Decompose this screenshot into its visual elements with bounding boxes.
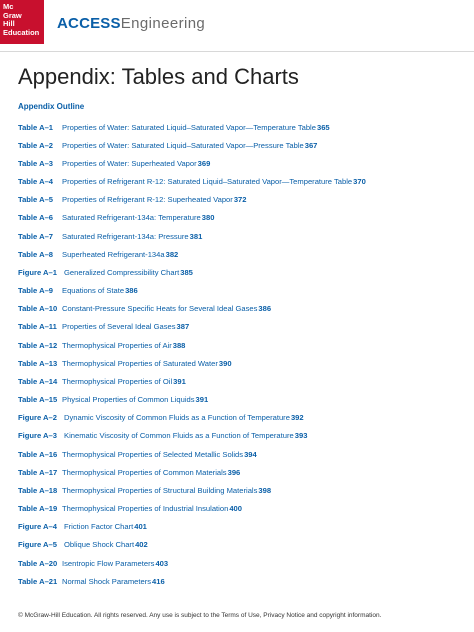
outline-entry[interactable] [18, 158, 211, 169]
entry-title-wrap[interactable] [62, 250, 178, 260]
entry-title-wrap[interactable] [64, 431, 307, 441]
entry-label[interactable]: Table A–4 [18, 177, 54, 186]
entry-title-wrap[interactable] [62, 141, 317, 151]
entry-title[interactable]: Properties of Water: Superheated Vapor [62, 158, 197, 168]
entry-label[interactable]: Table A–17 [18, 467, 58, 477]
outline-entry[interactable] [18, 340, 186, 351]
entry-page-number[interactable]: 386 [258, 304, 272, 314]
entry-title-wrap[interactable] [62, 468, 240, 478]
entry-title-wrap[interactable] [62, 177, 366, 187]
entry-label[interactable]: Table A–12 [18, 340, 58, 350]
entry-label[interactable]: Table A–6 [18, 213, 54, 223]
entry-title[interactable]: Properties of Several Ideal Gases [62, 322, 176, 332]
entry-title-wrap[interactable] [64, 413, 304, 423]
entry-label[interactable]: Table A–15 [18, 395, 58, 405]
entry-page-number[interactable]: 390 [218, 358, 232, 368]
entry-page-number[interactable]: 402 [135, 540, 148, 550]
entry-title-wrap[interactable] [62, 395, 208, 405]
entry-page-number[interactable]: 381 [189, 231, 203, 241]
entry-title[interactable]: Kinematic Viscosity of Common Fluids as a Function of Temperature [64, 431, 294, 441]
entry-title-wrap[interactable] [62, 504, 242, 514]
header-divider [0, 51, 474, 52]
entry-title[interactable]: Properties of Water: Saturated Liquid–Saturated Vapor—Pressure Table [62, 140, 304, 150]
entry-title[interactable]: Normal Shock Parameters [62, 576, 152, 586]
entry-title-wrap[interactable] [62, 213, 214, 223]
entry-label[interactable]: Figure A–5 [18, 540, 57, 550]
entry-title-wrap[interactable] [62, 559, 168, 569]
entry-label[interactable]: Figure A–2 [18, 413, 57, 423]
outline-entry[interactable] [18, 213, 215, 223]
entry-title[interactable]: Saturated Refrigerant-134a: Temperature [62, 213, 201, 223]
entry-label[interactable]: Table A–14 [18, 376, 58, 386]
entry-title-wrap[interactable] [62, 577, 165, 587]
entry-page-number[interactable]: 382 [165, 249, 179, 259]
entry-title[interactable]: Superheated Refrigerant-134a [62, 249, 165, 259]
outline-entry[interactable] [18, 177, 366, 187]
logo-line: Education [3, 27, 40, 37]
entry-title-wrap[interactable] [64, 540, 148, 550]
entry-title-wrap[interactable] [62, 195, 247, 205]
entry-label[interactable]: Table A–10 [18, 304, 58, 314]
entry-label[interactable]: Table A–7 [18, 231, 54, 241]
entry-title[interactable]: Properties of Refrigerant R-12: Saturated Liquid–Saturated Vapor—Temperature Table [62, 177, 353, 186]
outline-entry[interactable] [18, 449, 257, 460]
entry-title[interactable]: Generalized Compressibility Chart [64, 267, 180, 277]
entry-title[interactable]: Oblique Shock Chart [64, 540, 135, 550]
entry-page-number[interactable]: 391 [173, 376, 186, 386]
outline-entry[interactable] [18, 231, 203, 242]
outline-entry[interactable] [18, 249, 179, 260]
entry-page-number[interactable]: 386 [125, 286, 138, 296]
outline-entry[interactable] [18, 267, 193, 278]
outline-entry[interactable] [18, 558, 169, 569]
logo-line: Hill [3, 19, 15, 29]
outline-entry[interactable] [18, 358, 232, 369]
entry-title-wrap[interactable] [62, 486, 271, 496]
entry-page-number[interactable]: 400 [229, 504, 242, 514]
entry-label[interactable]: Table A–2 [18, 140, 54, 150]
entry-page-number[interactable]: 367 [304, 140, 318, 150]
entry-page-number[interactable]: 369 [197, 158, 211, 168]
entry-page-number[interactable]: 391 [195, 395, 209, 405]
entry-title[interactable]: Isentropic Flow Parameters [62, 558, 155, 568]
entry-title-wrap[interactable] [62, 341, 185, 351]
entry-title-wrap[interactable] [64, 268, 193, 278]
entry-page-number[interactable]: 365 [316, 122, 330, 132]
outline-entry[interactable] [18, 376, 186, 387]
outline-entry[interactable] [18, 195, 247, 205]
outline-entry[interactable] [18, 322, 190, 332]
entry-title[interactable]: Saturated Refrigerant-134a: Pressure [62, 231, 189, 241]
entry-page-number[interactable]: 396 [227, 467, 241, 477]
entry-title[interactable]: Thermophysical Properties of Structural Building Materials [62, 485, 258, 495]
outline-entry[interactable] [18, 286, 138, 296]
entry-label[interactable]: Table A–13 [18, 358, 58, 368]
entry-title[interactable]: Equations of State [62, 286, 125, 296]
entry-page-number[interactable]: 401 [134, 522, 147, 532]
footer-copyright: © McGraw-Hill Education. All rights reserved. Any use is subject to the Terms of Use, Privacy Notice and copyright information. [18, 612, 382, 619]
entry-title[interactable]: Thermophysical Properties of Air [62, 340, 172, 350]
outline-entry[interactable] [18, 576, 165, 587]
page-title: Appendix: Tables and Charts [18, 64, 299, 89]
outline-entry[interactable] [18, 522, 147, 532]
entry-title-wrap[interactable] [62, 322, 189, 332]
outline-heading: Appendix Outline [18, 102, 85, 111]
entry-page-number[interactable]: 398 [258, 485, 272, 495]
entry-label[interactable]: Table A–9 [18, 286, 54, 296]
entry-title[interactable]: Dynamic Viscosity of Common Fluids as a Function of Temperature [64, 413, 290, 423]
entry-title[interactable]: Thermophysical Properties of Selected Metallic Solids [62, 449, 244, 459]
entry-page-number[interactable]: 416 [152, 576, 165, 586]
entry-page-number[interactable]: 370 [353, 177, 366, 186]
outline-entry[interactable] [18, 304, 272, 314]
entry-page-number[interactable]: 388 [172, 340, 186, 350]
entry-label[interactable]: Figure A–1 [18, 267, 57, 277]
outline-entry[interactable] [18, 467, 241, 478]
entry-page-number[interactable]: 385 [180, 267, 193, 277]
entry-page-number[interactable]: 392 [290, 413, 304, 423]
outline-entry[interactable] [18, 431, 308, 441]
entry-title[interactable]: Thermophysical Properties of Saturated Water [62, 358, 218, 368]
entry-label[interactable]: Table A–8 [18, 249, 54, 259]
entry-title[interactable]: Thermophysical Properties of Oil [62, 376, 173, 386]
entry-title-wrap[interactable] [62, 232, 202, 242]
entry-title-wrap[interactable] [62, 286, 138, 296]
entry-label[interactable]: Table A–18 [18, 485, 58, 495]
brand-bold: ACCESS [57, 15, 121, 32]
access-engineering-brand[interactable] [57, 15, 205, 32]
outline-entry[interactable] [18, 395, 209, 405]
entry-title-wrap[interactable] [62, 159, 210, 169]
entry-label[interactable]: Table A–20 [18, 558, 58, 568]
entry-label[interactable]: Figure A–3 [18, 431, 57, 441]
entry-title-wrap[interactable] [62, 123, 330, 133]
entry-title[interactable]: Friction Factor Chart [64, 522, 134, 532]
entry-label[interactable]: Table A–21 [18, 576, 58, 586]
entry-title[interactable]: Constant-Pressure Specific Heats for Several Ideal Gases [62, 304, 258, 314]
entry-title[interactable]: Thermophysical Properties of Industrial Insulation [62, 504, 229, 514]
logo-line: Mc [3, 2, 14, 11]
entry-title[interactable]: Thermophysical Properties of Common Materials [62, 467, 227, 477]
entry-title[interactable]: Properties of Water: Saturated Liquid–Saturated Vapor—Temperature Table [62, 122, 316, 132]
entry-title-wrap[interactable] [62, 359, 232, 369]
outline-entry[interactable] [18, 122, 330, 133]
entry-title[interactable]: Properties of Refrigerant R-12: Superheated Vapor [62, 195, 233, 205]
entry-page-number[interactable]: 403 [155, 558, 169, 568]
brand-light: Engineering [120, 15, 206, 32]
entry-title-wrap[interactable] [64, 522, 147, 532]
entry-title[interactable]: Physical Properties of Common Liquids [62, 395, 195, 405]
outline-entry[interactable] [18, 540, 148, 550]
header [0, 0, 474, 52]
entry-label[interactable]: Table A–16 [18, 449, 58, 459]
mcgraw-hill-logo[interactable] [0, 0, 44, 44]
entry-title-wrap[interactable] [62, 377, 186, 387]
entry-label[interactable]: Table A–3 [18, 158, 54, 168]
entry-page-number[interactable]: 380 [201, 213, 215, 223]
entry-label[interactable]: Table A–1 [18, 122, 54, 132]
entry-label[interactable]: Table A–19 [18, 504, 58, 514]
entry-page-number[interactable]: 393 [294, 431, 308, 441]
outline-entry[interactable] [18, 504, 242, 514]
logo-line: Graw [3, 10, 22, 20]
entry-label[interactable]: Table A–11 [18, 322, 57, 332]
entry-label[interactable]: Figure A–4 [18, 522, 57, 532]
entry-page-number[interactable]: 372 [233, 195, 247, 205]
entry-title-wrap[interactable] [62, 304, 271, 314]
outline-entry[interactable] [18, 140, 318, 151]
entry-label[interactable]: Table A–5 [18, 195, 54, 205]
outline-entry[interactable] [18, 485, 272, 496]
outline-entry[interactable] [18, 413, 304, 423]
entry-page-number[interactable]: 394 [244, 449, 257, 459]
entry-title-wrap[interactable] [62, 450, 257, 460]
entry-page-number[interactable]: 387 [176, 322, 190, 332]
